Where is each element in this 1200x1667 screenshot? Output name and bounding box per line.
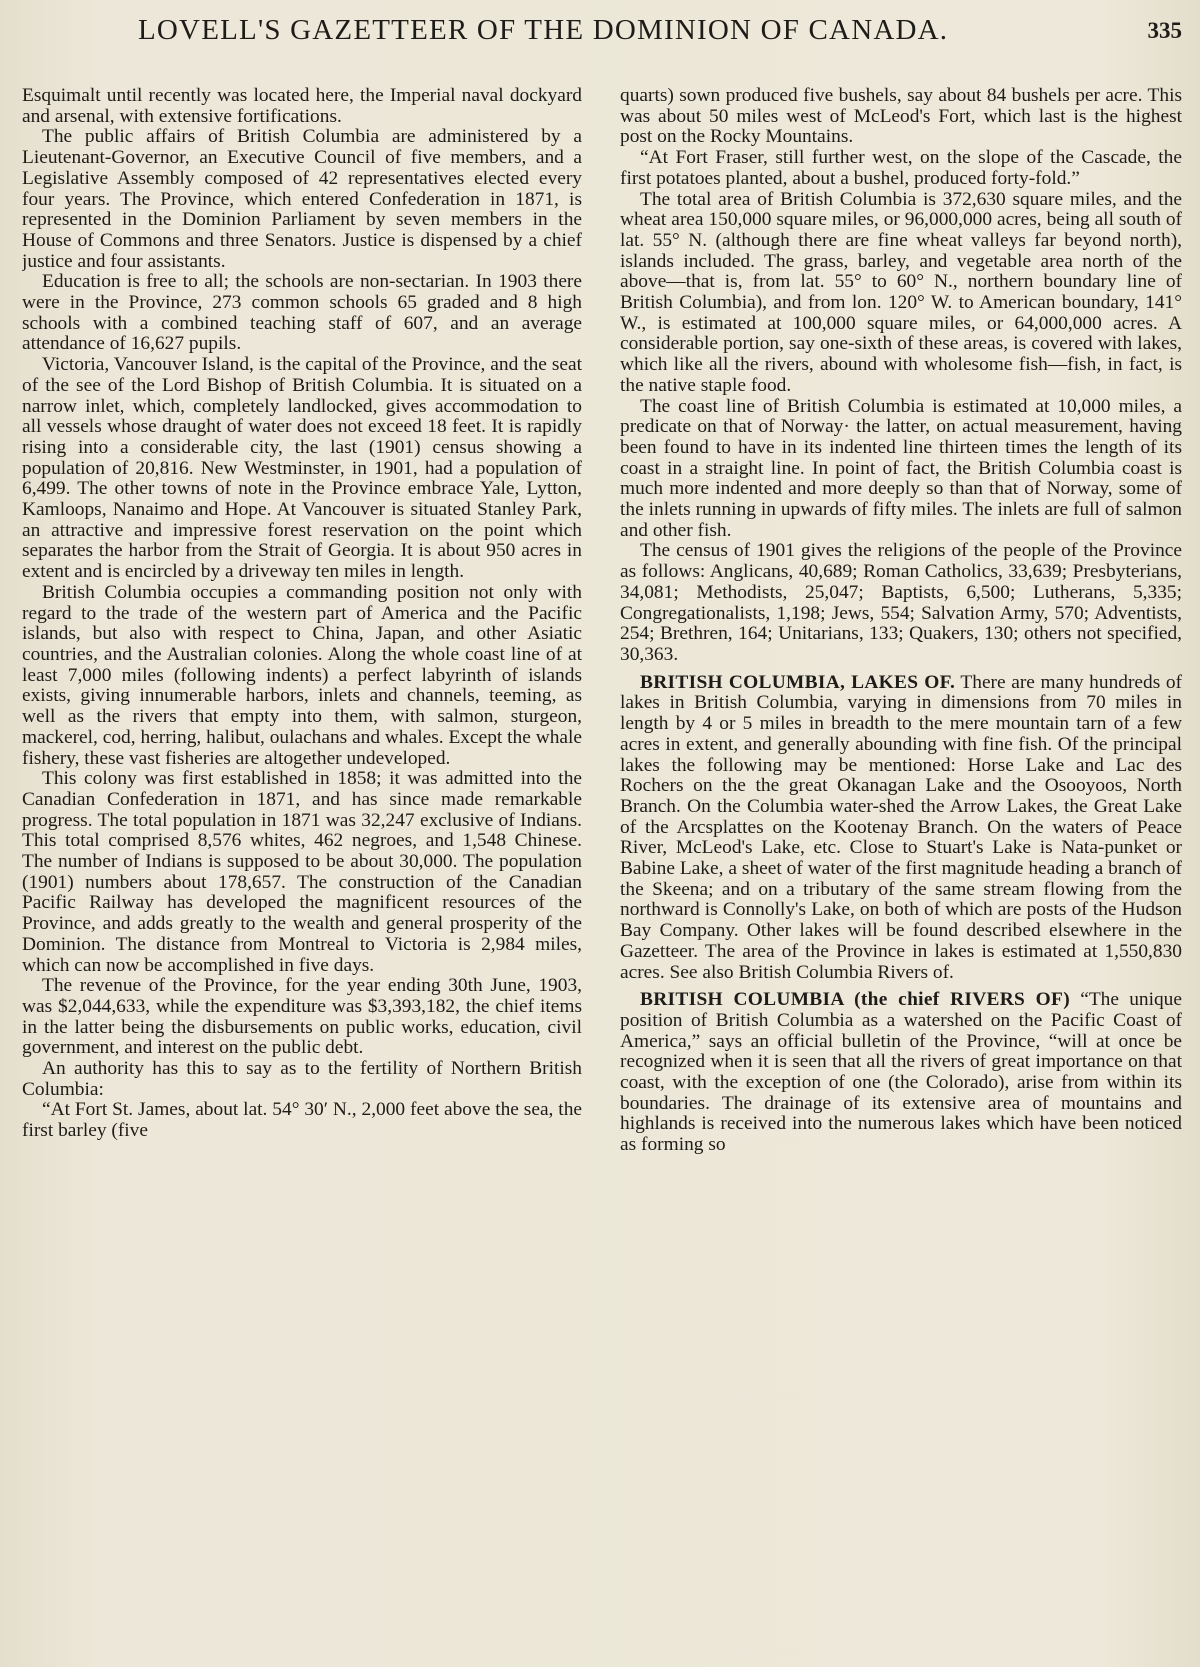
entry-text-lakes: There are many hundreds of lakes in British Columbia, varying in dimensions from 70 miles in length by 4 or 5 miles in breadth to the mere mountain tarn of a few acres in extent, and generally abounding with fine fish. Of the principal lakes the following may be mentioned: Horse Lake and Lac des Rochers on the the great Okanagan Lake and the Osooyoos, North Branch. On the Columbia water-shed the Arrow Lakes, the Great Lake of the Arcsplattes on the Kootenay Branch. On the waters of Peace River, McLeod's Lake, etc. Close to Stuart's Lake is Nata-punket or Babine Lake, a sheet of water of the first magnitude heading a branch of the Skeena; and on a tributary of the same stream flowing from the northward is Connolly's Lake, on both of which are posts of the Hudson Bay Company. Other lakes will be found described elsewhere in the Gazetteer. The area of the Province in lakes is estimated at 1,550,830 acres. See also British Columbia Rivers of. — [620, 671, 1182, 983]
paragraph-revenue: The revenue of the Province, for the year ending 30th June, 1903, was $2,044,633, while the expenditure was $3,393,182, the chief items in the latter being the disbursements on public works, education, civil government, and interest on the public debt. — [22, 975, 582, 1059]
entry-heading-rivers: BRITISH COLUMBIA (the chief RIVERS OF) — [640, 989, 1070, 1011]
paragraph-barley-continued: quarts) sown produced five bushels, say about 84 bushels per acre. This was about 50 miles west of McLeod's Fort, which last is the highest post on the Rocky Mountains. — [620, 86, 1182, 148]
paragraph-education: Education is free to all; the schools are non-sectarian. In 1903 there were in the Province, 273 common schools 65 graded and 8 high schools with a combined teaching staff of 607, and an average attendance of 16,627 pupils. — [22, 271, 582, 355]
paragraph-esquimalt: Esquimalt until recently was located here, the Imperial naval dockyard and arsenal, with extensive fortifications. — [22, 86, 582, 127]
paragraph-fertility-intro: An authority has this to say as to the fertility of Northern British Columbia: — [22, 1058, 582, 1100]
paragraph-fort-fraser: “At Fort Fraser, still further west, on the slope of the Cascade, the first potatoes planted, about a bushel, produced forty-fold.” — [620, 147, 1182, 189]
paragraph-total-area: The total area of British Columbia is 372,630 square miles, and the wheat area 150,000 square miles, or 96,000,000 acres, being all south of lat. 55° N. (although there are fine wheat valleys far beyond north), islands included. The grass, barley, and vegetable area north of the above—that is, from lat. 55° to 60° N., northern boundary line of British Columbia), and from lon. 120° W. to American boundary, 141° W., is estimated at 100,000 square miles, or 64,000,000 acres. A considerable portion, say one-sixth of these areas, is covered with lakes, which like all the rivers, abound with wholesome fish—fish, in fact, is the native staple food. — [620, 188, 1182, 396]
paragraph-victoria: Victoria, Vancouver Island, is the capital of the Province, and the seat of the see of the Lord Bishop of British Columbia. It is situated on a narrow inlet, which, completely landlocked, gives accommodation to all vessels whose draught of water does not exceed 18 feet. It is rapidly rising into a considerable city, the last (1901) census showing a population of 20,816. New Westminster, in 1901, had a population of 6,499. The other towns of note in the Province embrace Yale, Lytton, Kamloops, Nanaimo and Hope. At Vancouver is situated Stanley Park, an attractive and impressive forest reservation on the point which separates the harbor from the Strait of Georgia. It is about 950 acres in extent and is encircled by a driveway ten miles in length. — [22, 354, 582, 583]
entry-lakes — [620, 673, 1182, 984]
paragraph-coast-line: The coast line of British Columbia is estimated at 10,000 miles, a predicate on that of Norway· the latter, on actual measurement, having been found to have in its indented line thirteen times the length of its coast in a straight line. In point of fact, the British Columbia coast is much more indented and more deeply so than that of Norway, some of the inlets running in upwards of fifty miles. The inlets are full of salmon and other fish. — [620, 395, 1182, 541]
paragraph-commanding-position: British Columbia occupies a commanding position not only with regard to the trade of the western part of America and the Pacific islands, but also with respect to China, Japan, and other Asiatic countries, and the Australian colonies. Along the whole coast line of at least 7,000 miles (following indents) a perfect labyrinth of islands exists, giving innumerable harbors, inlets and channels, teeming, as well as the rivers that empty into them, with salmon, sturgeon, mackerel, cod, herring, halibut, oulachans and whales. Except the whale fishery, these vast fisheries are altogether undeveloped. — [22, 581, 582, 769]
entry-heading-lakes: BRITISH COLUMBIA, LAKES OF. — [640, 671, 956, 693]
page-number: 335 — [1147, 18, 1182, 43]
running-head — [0, 10, 1200, 50]
running-title: LOVELL'S GAZETTEER OF THE DOMINION OF CANADA. — [138, 14, 949, 46]
paragraph-census-religions: The census of 1901 gives the religions of the people of the Province as follows: Anglicans, 40,689; Roman Catholics, 33,639; Presbyterians, 34,081; Methodists, 25,047; Baptists, 6,500; Lutherans, 5,335; Congregationalists, 1,198; Jews, 554; Salvation Army, 570; Adventists, 254; Brethren, 164; Unitarians, 133; Quakers, 130; others not specified, 30,363. — [620, 540, 1182, 665]
paragraph-colony-history: This colony was first established in 1858; it was admitted into the Canadian Confederation in 1871, and has since made remarkable progress. The total population in 1871 was 32,247 exclusive of Indians. This total comprised 8,576 whites, 462 negroes, and 1,548 Chinese. The number of Indians is supposed to be about 30,000. The population (1901) numbers about 178,657. The construction of the Canadian Pacific Railway has developed the magnificent resources of the Province, and adds greatly to the wealth and general prosperity of the Dominion. The distance from Montreal to Victoria is 2,984 miles, which can now be accomplished in five days. — [22, 768, 582, 976]
paragraph-public-affairs: The public affairs of British Columbia are administered by a Lieutenant-Governor, an Executive Council of five members, and a Legislative Assembly composed of 42 representatives elected every four years. The Province, which entered Confederation in 1871, is represented in the Dominion Parliament by seven members in the House of Commons and three Senators. Justice is dispensed by a chief justice and four assistants. — [22, 126, 582, 272]
right-column — [620, 86, 1182, 1661]
entry-text-rivers: “The unique position of British Columbia as a watershed on the Pacific Coast of America,” says an official bulletin of the Province, “will at once be recognized when it is seen that all the rivers of great importance on that coast, with the exception of one (the Colorado), arise from within its boundaries. The drainage of its extensive area of mountains and highlands is received into the numerous lakes which have been noticed as forming so — [620, 989, 1182, 1156]
paragraph-fort-st-james: “At Fort St. James, about lat. 54° 30′ N., 2,000 feet above the sea, the first barley (five — [22, 1099, 582, 1142]
left-column — [22, 86, 582, 1661]
entry-rivers — [620, 990, 1182, 1156]
